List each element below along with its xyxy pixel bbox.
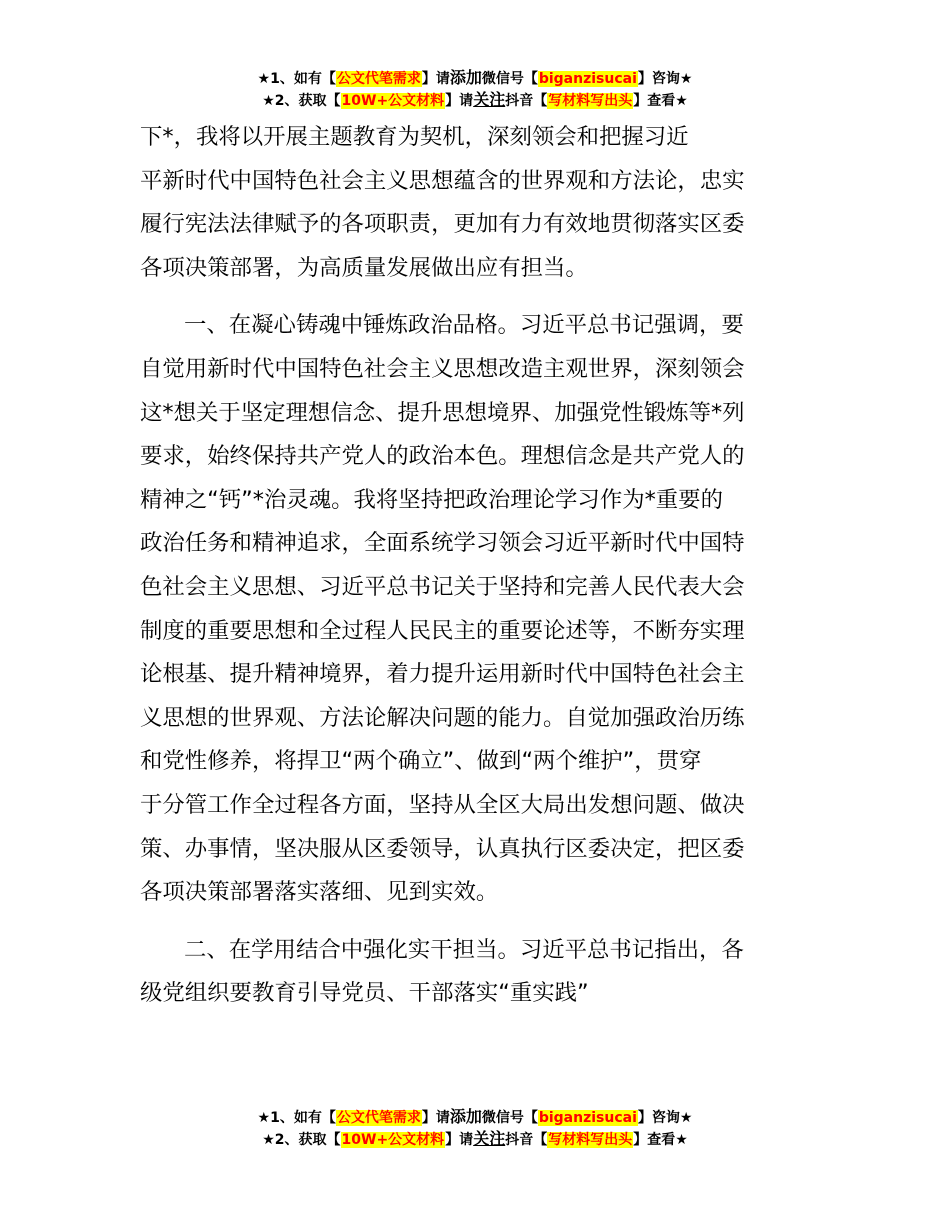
text-line: 各项决策部署，为高质量发展做出应有担当。 <box>140 254 588 281</box>
banner-text: 】请 <box>421 71 450 87</box>
banner-text: ★1、如有【 <box>257 1110 336 1126</box>
text-line: 平新时代中国特色社会主义思想蕴含的世界观和方法论，忠实 <box>140 167 745 194</box>
banner-line-1 <box>0 1106 950 1128</box>
document-body <box>140 116 812 1016</box>
banner-text: 微信号【 <box>481 1110 538 1126</box>
highlight-ghostwriting: 公文代笔需求 <box>336 1110 421 1126</box>
text-line: 要求，始终保持共产党人的政治本色。理想信念是共产党人的 <box>140 443 745 470</box>
banner-line-1 <box>0 67 950 89</box>
header-banner <box>0 67 950 111</box>
text-line: 履行宪法法律赋予的各项职责，更加有力有效地贯彻落实区委 <box>140 211 745 238</box>
banner-text: 抖音【 <box>505 1132 548 1148</box>
highlight-ghostwriting: 公文代笔需求 <box>336 71 421 87</box>
text-line: 一、在凝心铸魂中锤炼政治品格。习近平总书记强调，要 <box>184 312 744 339</box>
text-line: 各项决策部署落实落细、见到实效。 <box>140 879 499 906</box>
banner-text: ★1、如有【 <box>257 71 336 87</box>
highlight-wechat-id: biganzisucai <box>538 1110 637 1126</box>
banner-text: 微信号【 <box>481 71 538 87</box>
banner-text: 】咨询★ <box>637 71 693 87</box>
highlight-wechat-id: biganzisucai <box>538 71 637 87</box>
highlight-douyin: 写材料写出头 <box>548 1132 633 1148</box>
banner-emphasis-add: 添加 <box>449 68 482 87</box>
banner-emphasis-add: 添加 <box>449 1107 482 1126</box>
text-line: 这*想关于坚定理想信念、提升思想境界、加强党性锻炼等*列 <box>140 399 745 426</box>
text-line: 策、办事情，坚决服从区委领导，认真执行区委决定，把区委 <box>140 835 745 862</box>
footer-banner <box>0 1106 950 1150</box>
text-line: 色社会主义思想、习近平总书记关于坚持和完善人民代表大会 <box>140 573 745 600</box>
text-line: 自觉用新时代中国特色社会主义思想改造主观世界，深刻领会 <box>140 355 745 382</box>
highlight-materials: 10W+公文材料 <box>341 93 445 109</box>
text-line: 和党性修养，将捍卫“两个确立”、做到“两个维护”，贯穿 <box>140 748 702 775</box>
paragraph-section-2 <box>140 929 812 1016</box>
banner-text: ★2、获取【 <box>262 1132 341 1148</box>
banner-text: 】请 <box>445 93 474 109</box>
banner-text: 】请 <box>445 1132 474 1148</box>
text-line: 政治任务和精神追求，全面系统学习领会习近平新时代中国特 <box>140 530 745 557</box>
highlight-douyin: 写材料写出头 <box>548 93 633 109</box>
text-line: 论根基、提升精神境界，着力提升运用新时代中国特色社会主 <box>140 661 745 688</box>
text-line: 于分管工作全过程各方面，坚持从全区大局出发想问题、做决 <box>140 791 745 818</box>
banner-emphasis-follow: 关注 <box>473 1129 506 1148</box>
paragraph-section-1 <box>140 304 812 914</box>
text-line: 级党组织要教育引导党员、干部落实“重实践” <box>140 980 589 1007</box>
text-line: 二、在学用结合中强化实干担当。习近平总书记指出，各 <box>184 936 744 963</box>
highlight-materials: 10W+公文材料 <box>341 1132 445 1148</box>
banner-emphasis-follow: 关注 <box>473 90 506 109</box>
text-line: 制度的重要思想和全过程人民民主的重要论述等，不断夯实理 <box>140 617 745 644</box>
text-line: 义思想的世界观、方法论解决问题的能力。自觉加强政治历练 <box>140 704 745 731</box>
banner-text: 】咨询★ <box>637 1110 693 1126</box>
text-line: 精神之“钙”*治灵魂。我将坚持把政治理论学习作为*重要的 <box>140 486 723 513</box>
banner-text: 】请 <box>421 1110 450 1126</box>
banner-text: 抖音【 <box>505 93 548 109</box>
banner-line-2 <box>0 1128 950 1150</box>
banner-line-2 <box>0 89 950 111</box>
paragraph-intro <box>140 116 812 290</box>
banner-text: ★2、获取【 <box>262 93 341 109</box>
text-line: 下*，我将以开展主题教育为契机，深刻领会和把握习近 <box>140 124 689 150</box>
banner-text: 】查看★ <box>633 93 688 109</box>
banner-text: 】查看★ <box>633 1132 688 1148</box>
